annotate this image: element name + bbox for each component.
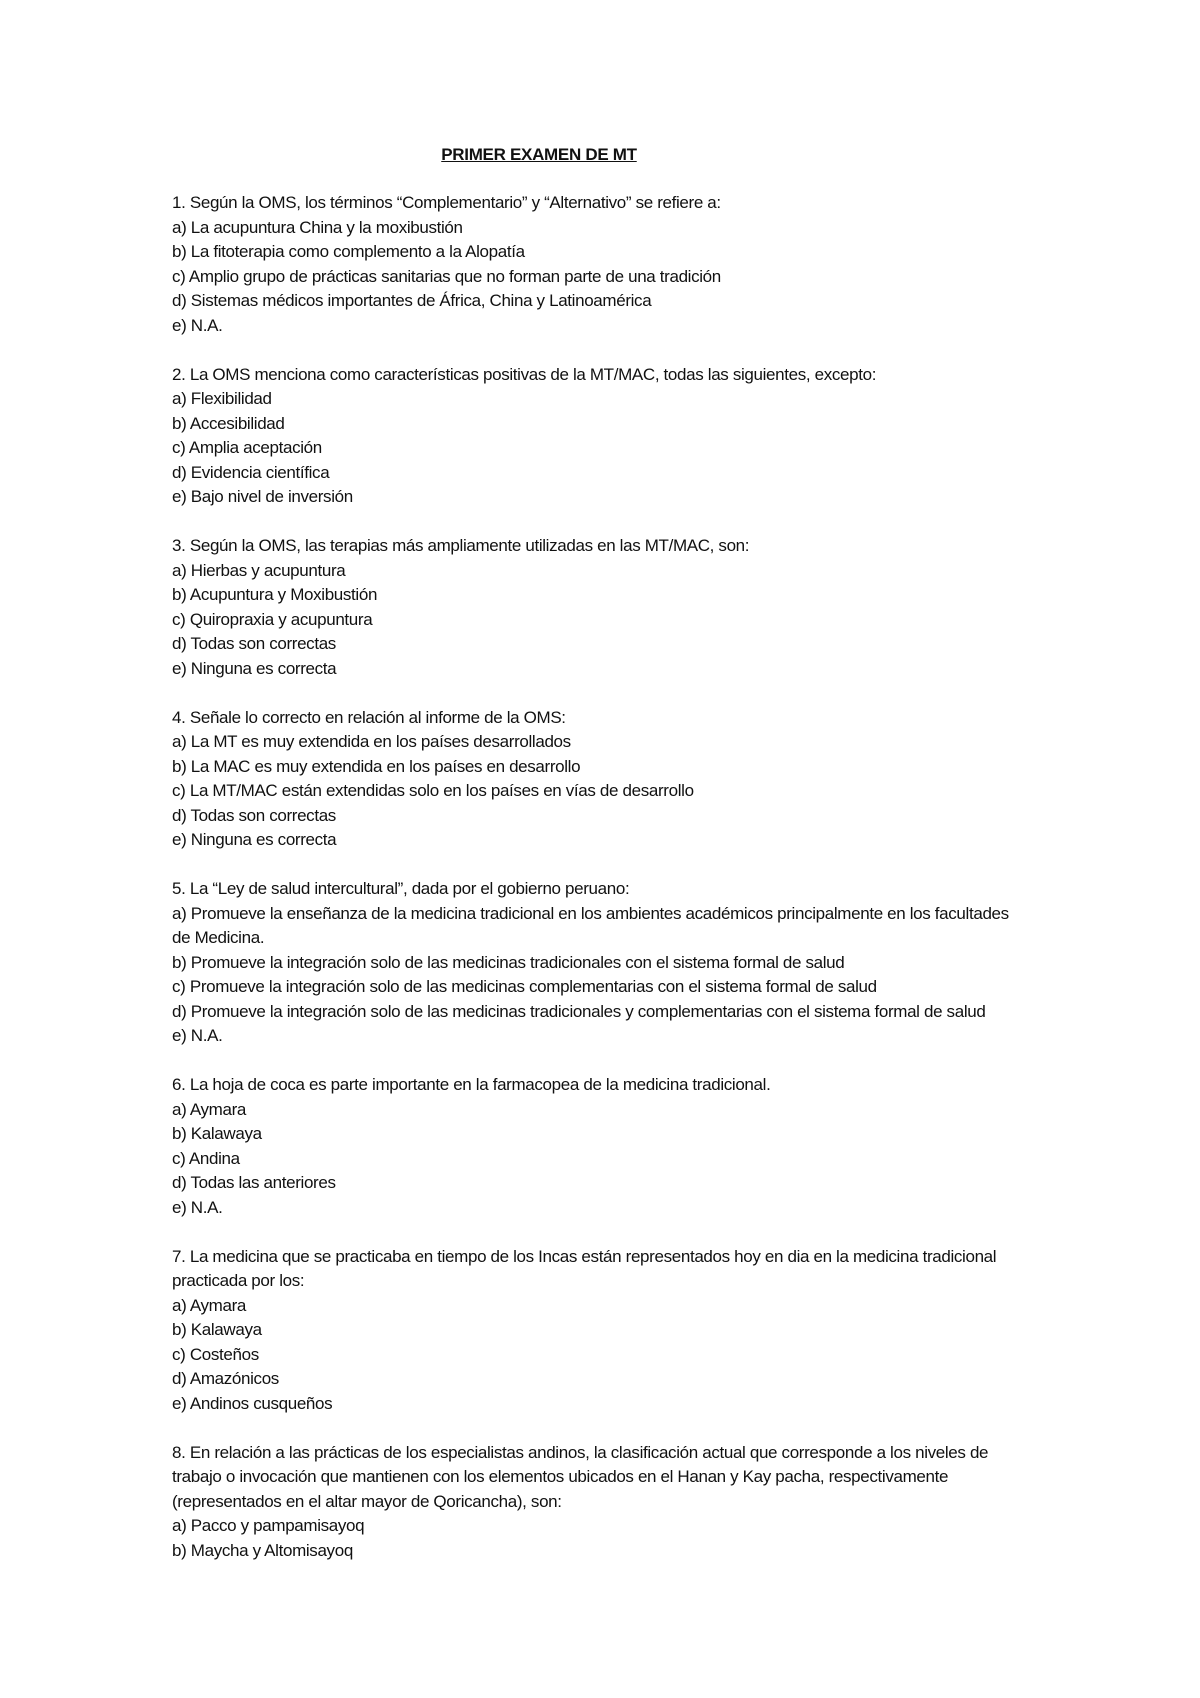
question-text: 7. La medicina que se practicaba en tiempo de los Incas están representados hoy en dia en la medicina tradicional (172, 1246, 997, 1266)
answer-option: a) La acupuntura China y la moxibustión (172, 217, 463, 237)
answer-option: e) Bajo nivel de inversión (172, 487, 353, 506)
question-2 (172, 363, 1052, 510)
answer-option: c) La MT/MAC están extendidas solo en los países en vías de desarrollo (172, 781, 694, 800)
answer-options (172, 1514, 1052, 1563)
answer-option: e) N.A. (172, 1026, 223, 1045)
question-text: 3. Según la OMS, las terapias más ampliamente utilizadas en las MT/MAC, son: (172, 536, 750, 555)
answer-option: a) Hierbas y acupuntura (172, 560, 346, 580)
answer-option: a) Aymara (172, 1099, 247, 1119)
answer-option: c) Andina (172, 1148, 240, 1168)
answer-option: e) N.A. (172, 1197, 223, 1217)
question-3 (172, 534, 1052, 681)
question-4 (172, 706, 1052, 853)
answer-option: d) Promueve la integración solo de las medicinas tradicionales y complementarias con el sistema formal de salud (172, 1001, 986, 1021)
answer-option: d) Sistemas médicos importantes de África, China y Latinoamérica (172, 291, 652, 310)
page-title: PRIMER EXAMEN DE MT (441, 145, 637, 164)
question-text: 8. En relación a las prácticas de los especialistas andinos, la clasificación actual que corresponde a los niveles de (172, 1442, 989, 1462)
answer-option: a) Pacco y pampamisayoq (172, 1516, 365, 1535)
answer-option: a) Flexibilidad (172, 389, 272, 408)
question-text: practicada por los: (172, 1271, 305, 1290)
answer-options (172, 216, 1052, 339)
question-text: 2. La OMS menciona como características positivas de la MT/MAC, todas las siguientes, excepto: (172, 364, 877, 384)
answer-option: a) La MT es muy extendida en los países desarrollados (172, 732, 571, 751)
answer-option: a) Promueve la enseñanza de la medicina tradicional en los ambientes académicos principalmente en los facultades (172, 903, 1009, 923)
answer-option: c) Amplia aceptación (172, 438, 322, 457)
answer-option: c) Quiropraxia y acupuntura (172, 609, 373, 629)
answer-option: b) La fitoterapia como complemento a la Alopatía (172, 242, 525, 261)
answer-option: b) Kalawaya (172, 1124, 262, 1143)
question-8 (172, 1441, 1052, 1564)
answer-option: b) Acupuntura y Moxibustión (172, 585, 378, 604)
answer-option: e) Ninguna es correcta (172, 830, 337, 849)
answer-option: b) Promueve la integración solo de las medicinas tradicionales con el sistema formal de salud (172, 952, 845, 972)
answer-option: c) Promueve la integración solo de las medicinas complementarias con el sistema formal de salud (172, 977, 877, 996)
answer-options (172, 1098, 1052, 1221)
question-7 (172, 1245, 1052, 1417)
answer-option: b) La MAC es muy extendida en los países en desarrollo (172, 756, 581, 776)
question-text: trabajo o invocación que mantienen con los elementos ubicados en el Hanan y Kay pacha, respectivamente (172, 1467, 949, 1486)
question-6 (172, 1073, 1052, 1220)
answer-options (172, 387, 1052, 510)
answer-option: c) Costeños (172, 1344, 259, 1364)
answer-option: a) Aymara (172, 1295, 247, 1315)
answer-options (172, 730, 1052, 853)
question-text: 4. Señale lo correcto en relación al informe de la OMS: (172, 707, 566, 727)
answer-option: d) Amazónicos (172, 1369, 279, 1388)
question-text: (representados en el altar mayor de Qoricancha), son: (172, 1491, 562, 1511)
answer-option: e) Andinos cusqueños (172, 1393, 333, 1413)
question-1 (172, 191, 1052, 338)
answer-options (172, 1294, 1052, 1417)
answer-options (172, 902, 1052, 1049)
answer-option: c) Amplio grupo de prácticas sanitarias que no forman parte de una tradición (172, 266, 721, 286)
question-5 (172, 877, 1052, 1049)
answer-option: de Medicina. (172, 928, 265, 947)
answer-option: e) Ninguna es correcta (172, 658, 337, 678)
answer-option: d) Todas las anteriores (172, 1173, 336, 1192)
answer-option: d) Todas son correctas (172, 805, 336, 825)
answer-option: d) Evidencia científica (172, 462, 330, 482)
answer-option: b) Accesibilidad (172, 413, 285, 433)
answer-options (172, 559, 1052, 682)
question-text: 5. La “Ley de salud intercultural”, dada por el gobierno peruano: (172, 879, 630, 898)
question-text: 1. Según la OMS, los términos “Complementario” y “Alternativo” se refiere a: (172, 193, 721, 212)
question-list (172, 191, 1052, 1588)
answer-option: e) N.A. (172, 315, 223, 335)
answer-option: b) Kalawaya (172, 1320, 262, 1339)
answer-option: d) Todas son correctas (172, 634, 336, 653)
question-text: 6. La hoja de coca es parte importante en la farmacopea de la medicina tradicional. (172, 1075, 771, 1094)
answer-option: b) Maycha y Altomisayoq (172, 1540, 353, 1560)
